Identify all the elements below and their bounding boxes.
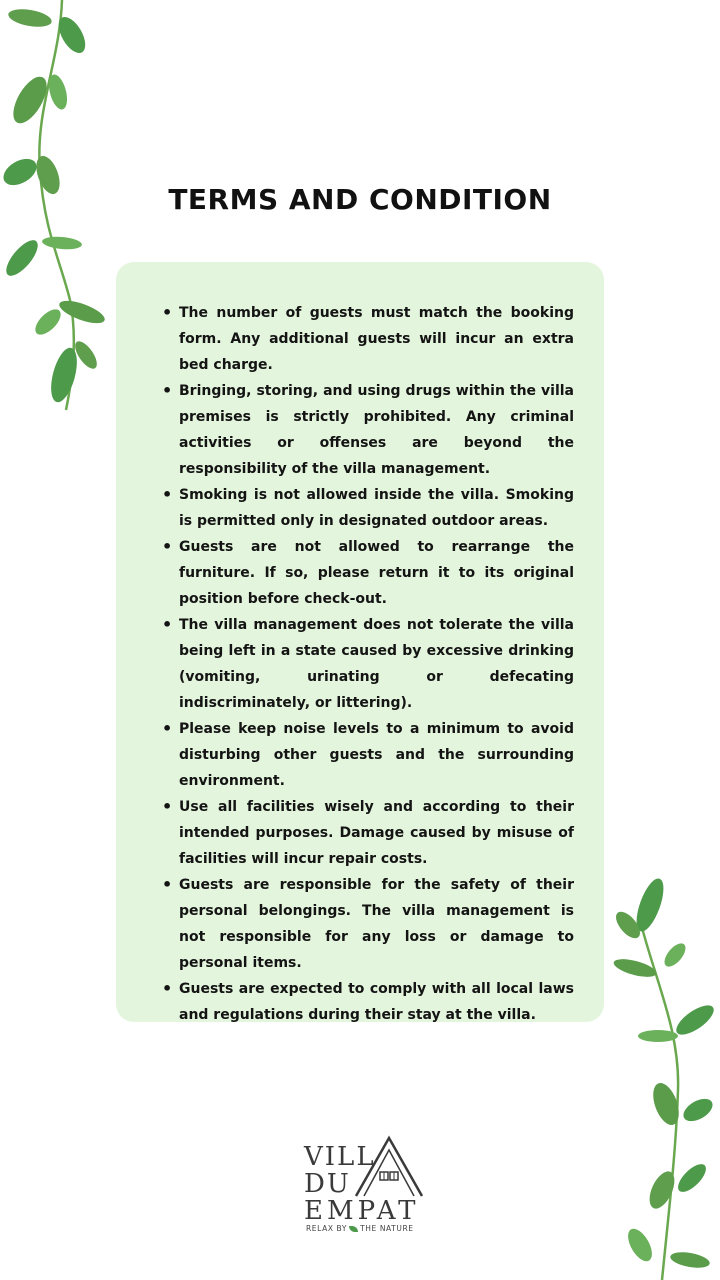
term-item: • Guests are responsible for the safety of their personal belongings. The villa management is not responsible for any loss or damage to personal items.: [162, 872, 574, 976]
term-item: • Guests are not allowed to rearrange the furniture. If so, please return it to its original position before check-out.: [162, 534, 574, 612]
vine-decoration-bottom-icon: [600, 860, 720, 1280]
tagline-left: RELAX BY: [306, 1224, 348, 1233]
term-item: • Bringing, storing, and using drugs within the villa premises is strictly prohibited. Any criminal activities or offenses are beyond the responsibility of the villa management.: [162, 378, 574, 482]
terms-list: [162, 300, 574, 1028]
house-icon: [352, 1134, 426, 1198]
logo-tagline: [306, 1224, 414, 1233]
logo-line-1: VILL: [304, 1142, 376, 1172]
logo-line-2: DU: [304, 1169, 351, 1199]
term-item: • Use all facilities wisely and according to their intended purposes. Damage caused by misuse of facilities will incur repair costs.: [162, 794, 574, 872]
term-item: • The villa management does not tolerate the villa being left in a state caused by excessive drinking (vomiting, urinating or defecating indiscriminately, or littering).: [162, 612, 574, 716]
term-item: • The number of guests must match the booking form. Any additional guests will incur an extra bed charge.: [162, 300, 574, 378]
tagline-right: THE NATURE: [360, 1224, 414, 1233]
leaf-icon: [349, 1226, 358, 1232]
villa-logo: [300, 1132, 440, 1236]
term-item: • Smoking is not allowed inside the villa. Smoking is permitted only in designated outdoor areas.: [162, 482, 574, 534]
page-title: TERMS AND CONDITION: [168, 183, 552, 216]
logo-line-3: EMPAT: [304, 1196, 420, 1226]
term-item: • Please keep noise levels to a minimum to avoid disturbing other guests and the surrounding environment.: [162, 716, 574, 794]
term-item: • Guests are expected to comply with all local laws and regulations during their stay at the villa.: [162, 976, 574, 1028]
terms-card: [116, 262, 604, 1022]
